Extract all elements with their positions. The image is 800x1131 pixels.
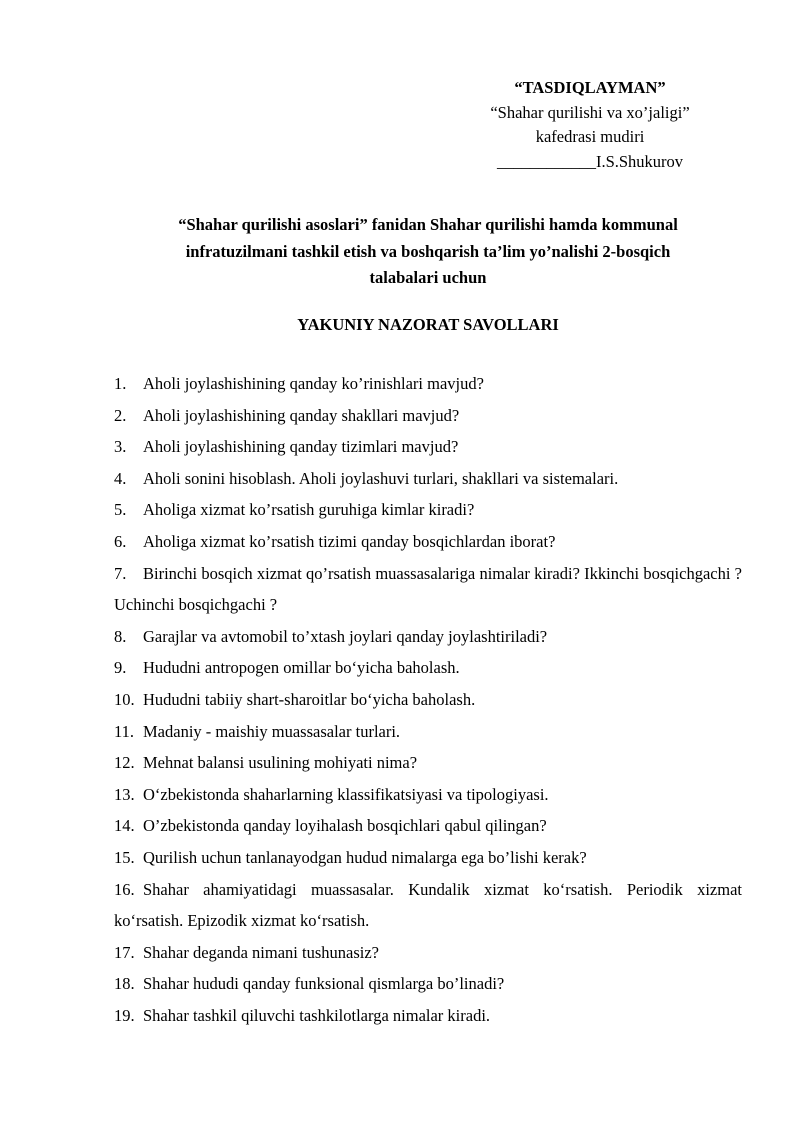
question-text: Aholi joylashishining qanday tizimlari mavjud? [143,437,459,457]
question-item [114,937,742,969]
question-item [114,494,742,526]
approval-department: “Shahar qurilishi va xo’jaligi” [490,102,690,122]
question-item [114,747,742,779]
question-text: Mehnat balansi usulining mohiyati nima? [143,753,418,773]
question-text: O‘zbekistonda shaharlarning klassifikatsiyasi va tipologiyasi. [143,784,549,804]
question-item [114,463,742,495]
question-item [114,1000,742,1032]
question-text: Shahar tashkil qiluvchi tashkilotlarga nimalar kiradi. [143,1005,491,1025]
question-item [114,368,742,400]
question-number: 10. [114,689,135,709]
question-text: Garajlar va avtomobil to’xtash joylari qanday joylashtiriladi? [143,626,548,646]
question-number: 13. [114,784,135,804]
approval-block [440,76,740,174]
heading-line-1: “Shahar qurilishi asoslari” fanidan Shahar qurilishi hamda kommunal [178,215,678,234]
question-number: 19. [114,1005,135,1025]
approval-position: kafedrasi mudiri [535,127,645,146]
question-number: 8. [114,626,127,646]
question-text: Qurilish uchun tanlanayodgan hudud nimalarga ega bo’lishi kerak? [143,847,587,867]
heading-line-3: talabalari uchun [369,268,487,287]
question-text: Aholi sonini hisoblash. Aholi joylashuvi turlari, shakllari va sistemalari. [143,468,619,488]
question-item [114,779,742,811]
question-number: 11. [114,721,135,741]
question-item [114,684,742,716]
question-number: 12. [114,753,135,773]
question-item [114,431,742,463]
approval-signature: ____________I.S.Shukurov [496,151,684,171]
document-heading [115,212,741,292]
question-text: Aholiga xizmat ko’rsatish guruhiga kimlar kiradi? [143,500,475,520]
question-text: O’zbekistonda qanday loyihalash bosqichlari qabul qilingan? [143,816,547,836]
question-text: Hududni antropogen omillar bo‘yicha baholash. [143,658,460,678]
question-text: Madaniy - maishiy muassasalar turlari. [143,721,401,741]
question-item [114,621,742,653]
question-text: Aholi joylashishining qanday ko’rinishlari mavjud? [143,374,484,393]
question-number: 9. [114,658,127,678]
question-item [114,400,742,432]
question-item [114,874,742,937]
section-title: YAKUNIY NAZORAT SAVOLLARI [297,315,559,334]
question-number: 1. [114,374,127,393]
question-number: 7. [114,563,127,583]
question-text: Aholiga xizmat ko’rsatish tizimi qanday bosqichlardan iborat? [143,531,556,551]
question-number: 17. [114,942,135,962]
question-number: 6. [114,531,127,551]
question-number: 3. [114,437,127,457]
question-number: 4. [114,468,127,488]
question-text: Shahar deganda nimani tushunasiz? [143,942,379,962]
question-text: Aholi joylashishining qanday shakllari mavjud? [143,405,460,425]
question-number: 2. [114,405,127,425]
question-text: Shahar hududi qanday funksional qismlarga bo’linadi? [143,974,505,994]
question-text: Shahar ahamiyatidagi muassasalar. Kundalik xizmat ko‘rsatish. Periodik xizmat ko‘rsatish. Epizodik xizmat ko‘rsatish. [114,879,742,931]
question-number: 14. [114,816,135,836]
question-text: Hududni tabiiy shart-sharoitlar bo‘yicha baholash. [143,689,476,709]
question-item [114,652,742,684]
question-item [114,558,742,621]
question-number: 5. [114,500,127,520]
question-number: 16. [114,879,135,899]
question-item [114,526,742,558]
question-item [114,968,742,1000]
question-text: Birinchi bosqich xizmat qo’rsatish muassasalariga nimalar kiradi? Ikkinchi bosqichgachi ? Uchinchi bosqichgachi ? [114,563,742,615]
question-number: 18. [114,974,135,994]
question-number: 15. [114,847,135,867]
approval-title: “TASDIQLAYMAN” [514,78,666,97]
question-item [114,842,742,874]
question-item [114,716,742,748]
question-list [114,368,742,1031]
heading-line-2: infratuzilmani tashkil etish va boshqarish ta’lim yo’nalishi 2-bosqich [185,241,671,261]
question-item [114,810,742,842]
